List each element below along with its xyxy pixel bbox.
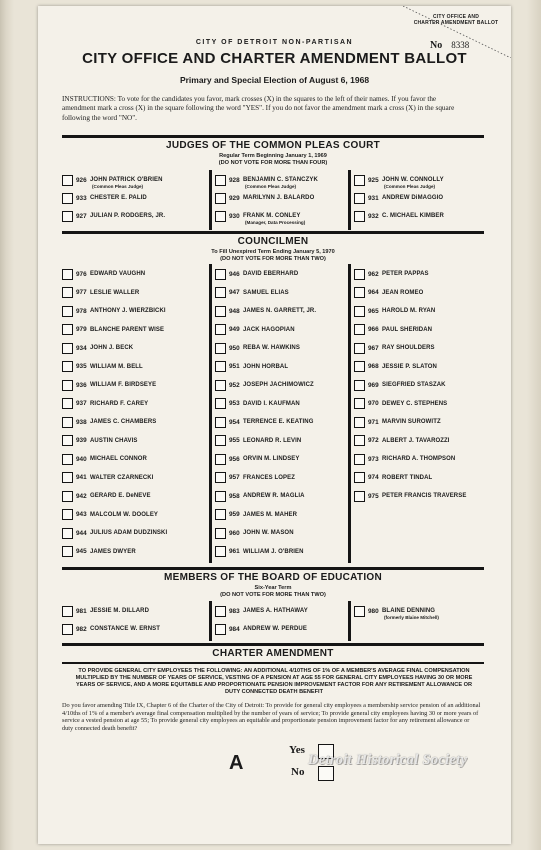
candidate-name: REBA W. HAWKINS — [243, 345, 300, 351]
vote-checkbox[interactable] — [215, 546, 226, 557]
vote-checkbox[interactable] — [62, 324, 73, 335]
candidate-note: (Common Pleas Judge) — [384, 184, 436, 189]
vote-checkbox[interactable] — [62, 175, 73, 186]
candidate-number: 948 — [229, 307, 240, 315]
candidate-name: ANDREW R. MAGLIA — [243, 493, 305, 499]
candidate-name: WILLIAM J. O'BRIEN — [243, 548, 304, 555]
section-rule — [62, 643, 484, 646]
candidate-number: 970 — [368, 400, 379, 407]
candidate-row — [354, 209, 484, 223]
candidate-row — [62, 452, 206, 466]
candidate-number: 960 — [229, 529, 240, 537]
education-title: MEMBERS OF THE BOARD OF EDUCATION — [163, 572, 383, 583]
candidate-row — [354, 191, 484, 205]
candidate-row — [62, 341, 206, 355]
candidate-name: JOHN PATRICK O'BRIEN — [90, 177, 163, 183]
vote-checkbox[interactable] — [215, 343, 226, 354]
vote-checkbox[interactable] — [215, 306, 226, 317]
candidate-name: ORVIN M. LINDSEY — [243, 456, 300, 462]
candidate-row — [354, 341, 484, 355]
candidate-name: JESSIE P. SLATON — [382, 363, 437, 370]
candidate-name: JESSIE M. DILLARD — [90, 608, 150, 614]
candidate-number: 929 — [229, 194, 240, 202]
candidate-row — [215, 397, 345, 411]
vote-checkbox[interactable] — [62, 269, 73, 280]
candidate-row — [354, 415, 484, 429]
vote-checkbox[interactable] — [215, 491, 226, 502]
vote-checkbox[interactable] — [215, 435, 226, 446]
vote-checkbox[interactable] — [62, 287, 73, 298]
candidate-row — [215, 341, 345, 355]
candidate-name: LESLIE WALLER — [90, 289, 140, 296]
candidate-name: WILLIAM M. BELL — [90, 363, 143, 370]
education-term: Six-Year Term — [254, 585, 292, 591]
candidate-name: LEONARD R. LEVIN — [243, 437, 302, 444]
candidate-row — [62, 526, 206, 540]
vote-checkbox[interactable] — [354, 193, 365, 204]
candidate-name: ANTHONY J. WIERZBICKI — [90, 308, 166, 314]
candidate-name: ALBERT J. TAVAROZZI — [382, 437, 450, 444]
vote-checkbox[interactable] — [62, 211, 73, 222]
candidate-number: 936 — [76, 381, 87, 389]
candidate-row — [215, 526, 345, 540]
common-pleas-limit: (DO NOT VOTE FOR MORE THAN FOUR) — [218, 159, 328, 166]
candidate-name: JAMES DWYER — [90, 548, 136, 555]
candidate-name: FRANCES LOPEZ — [243, 474, 295, 481]
candidate-row — [62, 209, 206, 223]
candidate-row — [215, 452, 345, 466]
candidate-number: 926 — [76, 176, 87, 184]
candidate-number: 976 — [76, 270, 87, 278]
candidate-row — [62, 191, 206, 205]
candidate-row — [354, 378, 484, 392]
vote-checkbox[interactable] — [62, 380, 73, 391]
candidate-number: 981 — [76, 607, 87, 615]
candidate-name: JEAN ROMEO — [382, 289, 424, 296]
candidate-number: 952 — [229, 381, 240, 389]
vote-checkbox[interactable] — [215, 528, 226, 539]
candidate-name: MARVIN SUROWITZ — [382, 419, 441, 425]
candidate-name: SIEGFRIED STASZAK — [382, 382, 446, 388]
candidate-number: 949 — [229, 326, 240, 333]
candidate-name: JOHN W. CONNOLLY — [382, 177, 444, 183]
candidate-name: JULIUS ADAM DUDZINSKI — [90, 530, 168, 536]
vote-checkbox[interactable] — [62, 435, 73, 446]
candidate-number: 968 — [368, 363, 379, 370]
candidate-number: 935 — [76, 363, 87, 370]
candidate-number: 951 — [229, 363, 240, 370]
candidate-row — [354, 304, 484, 318]
vote-checkbox[interactable] — [62, 454, 73, 465]
vote-checkbox[interactable] — [354, 175, 365, 186]
candidate-name: WILLIAM F. BIRDSEYE — [90, 382, 157, 388]
common-pleas-title: JUDGES OF THE COMMON PLEAS COURT — [165, 140, 381, 151]
education-subtitle — [62, 585, 484, 599]
vote-checkbox[interactable] — [62, 343, 73, 354]
vote-checkbox[interactable] — [354, 491, 365, 502]
candidate-number: 959 — [229, 511, 240, 518]
vote-checkbox[interactable] — [354, 324, 365, 335]
candidate-number: 974 — [368, 474, 379, 481]
candidate-row — [215, 545, 345, 559]
candidate-row — [62, 489, 206, 503]
candidate-name: JAMES M. MAHER — [243, 511, 298, 518]
candidate-number: 944 — [76, 529, 87, 537]
vote-checkbox[interactable] — [62, 546, 73, 557]
vote-checkbox[interactable] — [354, 361, 365, 372]
vote-checkbox[interactable] — [215, 472, 226, 483]
candidate-row — [62, 323, 206, 337]
vote-checkbox[interactable] — [215, 380, 226, 391]
section-rule — [62, 231, 484, 234]
candidate-row — [62, 286, 206, 300]
candidate-row — [215, 622, 345, 636]
vote-checkbox[interactable] — [354, 606, 365, 617]
candidate-number: 961 — [229, 548, 240, 555]
candidate-row — [215, 604, 345, 618]
candidate-name: RICHARD A. THOMPSON — [382, 456, 456, 462]
candidate-row — [215, 286, 345, 300]
candidate-number: 941 — [76, 474, 87, 481]
vote-checkbox[interactable] — [215, 193, 226, 204]
candidate-number: 984 — [229, 625, 240, 633]
candidate-number: 966 — [368, 326, 379, 333]
column-divider — [348, 170, 351, 230]
vote-checkbox[interactable] — [354, 454, 365, 465]
vote-checkbox[interactable] — [215, 287, 226, 298]
candidate-number: 931 — [368, 194, 379, 202]
column-divider — [209, 170, 212, 230]
candidate-row — [354, 489, 484, 503]
amendment-letter: A — [229, 752, 244, 774]
candidate-number: 957 — [229, 474, 240, 481]
vote-checkbox[interactable] — [354, 287, 365, 298]
candidate-name: GERARD E. DeNEVE — [90, 493, 151, 499]
candidate-number: 983 — [229, 607, 240, 615]
vote-checkbox[interactable] — [62, 509, 73, 520]
candidate-name: JULIAN P. RODGERS, JR. — [90, 213, 166, 219]
vote-checkbox[interactable] — [354, 472, 365, 483]
vote-checkbox[interactable] — [62, 472, 73, 483]
vote-checkbox[interactable] — [215, 509, 226, 520]
councilmen-limit: (DO NOT VOTE FOR MORE THAN TWO) — [220, 255, 326, 262]
candidate-name: RICHARD F. CAREY — [90, 400, 149, 407]
candidate-row — [215, 489, 345, 503]
candidate-row — [354, 452, 484, 466]
candidate-name: PETER PAPPAS — [382, 271, 429, 277]
candidate-row — [62, 415, 206, 429]
candidate-name: FRANK M. CONLEY — [243, 213, 301, 219]
candidate-row — [215, 323, 345, 337]
vote-checkbox[interactable] — [62, 491, 73, 502]
candidate-number: 967 — [368, 344, 379, 352]
vote-checkbox[interactable] — [62, 624, 73, 635]
candidate-name: BLAINE DENNING — [382, 608, 436, 614]
vote-checkbox[interactable] — [354, 269, 365, 280]
candidate-number: 940 — [76, 455, 87, 463]
candidate-row — [215, 191, 345, 205]
vote-checkbox[interactable] — [62, 193, 73, 204]
vote-checkbox[interactable] — [354, 211, 365, 222]
vote-checkbox[interactable] — [62, 361, 73, 372]
no-label: No — [291, 766, 305, 778]
candidate-name: JAMES N. GARRETT, JR. — [243, 308, 317, 314]
candidate-name: JOSEPH JACHIMOWICZ — [243, 382, 314, 388]
candidate-note: (formerly Blaine Mitchell) — [384, 615, 439, 620]
amendment-summary: TO PROVIDE GENERAL CITY EMPLOYEES THE FOLLOWING: AN ADDITIONAL 4/10THS OF 1% OF A MEMBER'S AVERAGE FINAL COMPENSATION MULTIPLIED BY THE NUMBER OF YEARS OF SERVICE, VESTING OF A PENSION AT AGE 55 FOR GENERAL CITY EMPLOYEES HAVING 30 OR MORE YEARS OF SERVICE, AND A MORE EQUITABLE AND PROPORTIONATE PENSION IMPROVEMENT FACTOR FOR ANY RETIREMENT ALLOWANCE OR DUTY CONNECTED DEATH BENEFIT — [75, 668, 473, 696]
candidate-name: RAY SHOULDERS — [382, 345, 435, 351]
candidate-row — [62, 508, 206, 522]
candidate-number: 937 — [76, 400, 87, 407]
candidate-name: PAUL SHERIDAN — [382, 326, 433, 333]
column-divider — [348, 601, 351, 641]
candidate-name: JAMES C. CHAMBERS — [90, 419, 157, 425]
candidate-name: PETER FRANCIS TRAVERSE — [382, 493, 467, 499]
candidate-row — [62, 360, 206, 374]
candidate-name: HAROLD M. RYAN — [382, 308, 436, 314]
candidate-number: 973 — [368, 455, 379, 463]
vote-checkbox[interactable] — [215, 211, 226, 222]
candidate-number: 930 — [229, 212, 240, 220]
candidate-row — [215, 267, 345, 281]
candidate-name: DEWEY C. STEPHENS — [382, 400, 448, 407]
watermark: Detroit Historical Society — [308, 752, 468, 768]
education-limit: (DO NOT VOTE FOR MORE THAN TWO) — [220, 591, 326, 598]
candidate-number: 962 — [368, 270, 379, 278]
candidate-number: 980 — [368, 607, 379, 615]
vote-checkbox[interactable] — [62, 398, 73, 409]
candidate-number: 945 — [76, 548, 87, 555]
vote-checkbox[interactable] — [62, 306, 73, 317]
candidate-number: 978 — [76, 307, 87, 315]
councilmen-title: COUNCILMEN — [237, 236, 309, 247]
candidate-name: ANDREW DiMAGGIO — [382, 195, 444, 201]
candidate-row — [62, 397, 206, 411]
candidate-name: BENJAMIN C. STANCZYK — [243, 177, 318, 183]
column-divider — [209, 264, 212, 563]
yes-label: Yes — [289, 744, 305, 756]
candidate-number: 927 — [76, 212, 87, 220]
candidate-name: ANDREW W. PERDUE — [243, 626, 307, 632]
candidate-number: 947 — [229, 289, 240, 296]
candidate-name: MALCOLM W. DOOLEY — [90, 511, 159, 518]
candidate-row — [215, 304, 345, 318]
section-rule — [62, 662, 484, 664]
candidate-number: 975 — [368, 492, 379, 500]
candidate-number: 928 — [229, 176, 240, 184]
candidate-number: 953 — [229, 400, 240, 407]
vote-checkbox[interactable] — [354, 306, 365, 317]
vote-checkbox[interactable] — [215, 324, 226, 335]
candidate-name: C. MICHAEL KIMBER — [382, 213, 444, 219]
column-divider — [209, 601, 212, 641]
vote-checkbox[interactable] — [354, 380, 365, 391]
amendment-title: CHARTER AMENDMENT — [212, 648, 334, 659]
candidate-number: 934 — [76, 344, 87, 352]
candidate-row — [354, 434, 484, 448]
candidate-number: 982 — [76, 625, 87, 633]
candidate-row — [62, 545, 206, 559]
serial-value: 8338 — [451, 40, 470, 50]
stub-line-1: CITY OFFICE AND — [432, 14, 480, 20]
candidate-name: BLANCHE PARENT WISE — [90, 326, 165, 333]
candidate-name: CONSTANCE W. ERNST — [90, 626, 161, 632]
candidate-row — [354, 267, 484, 281]
vote-checkbox[interactable] — [215, 361, 226, 372]
candidate-note: (Manager, Data Processing) — [245, 220, 306, 225]
serial-label: No — [430, 40, 443, 51]
candidate-name: EDWARD VAUGHN — [90, 271, 146, 277]
candidate-name: SAMUEL ELIAS — [243, 289, 289, 296]
vote-checkbox[interactable] — [62, 528, 73, 539]
candidate-row — [62, 622, 206, 636]
election-date: Primary and Special Election of August 6, 1968 — [179, 75, 370, 85]
candidate-row — [354, 397, 484, 411]
candidate-row — [354, 323, 484, 337]
candidate-number: 958 — [229, 492, 240, 500]
candidate-number: 943 — [76, 511, 87, 518]
candidate-name: WALTER CZARNECKI — [90, 474, 154, 481]
column-divider — [348, 264, 351, 563]
candidate-note: (Common Pleas Judge) — [92, 184, 144, 189]
vote-checkbox[interactable] — [354, 343, 365, 354]
candidate-number: 965 — [368, 307, 379, 315]
candidate-row — [62, 434, 206, 448]
candidate-row — [62, 471, 206, 485]
candidate-number: 971 — [368, 418, 379, 426]
candidate-number: 950 — [229, 344, 240, 352]
candidate-number: 939 — [76, 437, 87, 444]
candidate-number: 977 — [76, 289, 87, 296]
candidate-row — [62, 304, 206, 318]
candidate-row — [354, 360, 484, 374]
councilmen-subtitle — [62, 249, 484, 263]
section-rule — [62, 135, 484, 138]
candidate-name: MARILYNN J. BALARDO — [243, 195, 315, 201]
candidate-number: 969 — [368, 381, 379, 389]
candidate-row — [62, 378, 206, 392]
page-title: CITY OFFICE AND CHARTER AMENDMENT BALLOT — [82, 50, 467, 67]
candidate-number: 942 — [76, 492, 87, 500]
candidate-name: TERRENCE E. KEATING — [243, 419, 314, 425]
vote-checkbox[interactable] — [215, 606, 226, 617]
candidate-number: 972 — [368, 437, 379, 444]
councilmen-term: To Fill Unexpired Term Ending January 5, 1970 — [211, 249, 335, 255]
candidate-name: JOHN W. MASON — [243, 530, 294, 536]
candidate-row — [62, 604, 206, 618]
candidate-number: 938 — [76, 418, 87, 426]
vote-checkbox[interactable] — [215, 175, 226, 186]
candidate-number: 932 — [368, 212, 379, 220]
instructions: INSTRUCTIONS: To vote for the candidates you favor, mark crosses (X) in the squares to the left of their names. If you favor the amendment mark a cross (X) in the square following the word "YES". If you do not favor the amendment mark a cross (X) in the square following the word "NO". — [62, 95, 455, 122]
common-pleas-term: Regular Term Beginning January 1, 1969 — [219, 153, 327, 159]
candidate-name: DAVID I. KAUFMAN — [243, 400, 300, 407]
candidate-name: JAMES A. HATHAWAY — [243, 608, 308, 614]
candidate-note: (Common Pleas Judge) — [245, 184, 297, 189]
vote-checkbox[interactable] — [215, 417, 226, 428]
candidate-number: 979 — [76, 326, 87, 333]
vote-checkbox[interactable] — [215, 624, 226, 635]
stub-line-2: CHARTER AMENDMENT BALLOT — [413, 20, 499, 27]
vote-checkbox[interactable] — [215, 269, 226, 280]
section-rule — [62, 567, 484, 570]
candidate-name: JACK HAGOPIAN — [243, 326, 295, 333]
vote-checkbox[interactable] — [215, 398, 226, 409]
candidate-row — [215, 360, 345, 374]
vote-checkbox[interactable] — [354, 435, 365, 446]
vote-checkbox[interactable] — [62, 606, 73, 617]
header-org: CITY OF DETROIT NON-PARTISAN — [195, 39, 354, 46]
candidate-row — [62, 267, 206, 281]
candidate-name: CHESTER E. PALID — [90, 195, 147, 201]
candidate-number: 955 — [229, 437, 240, 444]
candidate-row — [215, 415, 345, 429]
candidate-number: 954 — [229, 418, 240, 426]
candidate-number: 925 — [368, 176, 379, 184]
candidate-row — [215, 434, 345, 448]
vote-checkbox[interactable] — [354, 398, 365, 409]
candidate-name: MICHAEL CONNOR — [90, 456, 147, 462]
candidate-name: DAVID EBERHARD — [243, 271, 299, 277]
candidate-row — [354, 471, 484, 485]
vote-checkbox[interactable] — [62, 417, 73, 428]
candidate-row — [215, 508, 345, 522]
candidate-name: JOHN HORBAL — [243, 363, 289, 370]
candidate-number: 956 — [229, 455, 240, 463]
candidate-row — [215, 378, 345, 392]
candidate-number: 964 — [368, 289, 379, 296]
candidate-row — [215, 471, 345, 485]
candidate-name: AUSTIN CHAVIS — [90, 437, 138, 444]
amendment-question: Do you favor amending Title IX, Chapter 6 of the Charter of the City of Detroit: To provide for general city employees a membership service pension of an additional 4/10ths of 1% of a member's average final compensation multiplied by the number of years of service; To provide general city employees having 30 or more years of service a vested pension at age 55; To provide general city employees an equitable and proportionate pension improvement factor for any retirement allowance or duty connected death benefit? — [62, 702, 481, 733]
candidate-number: 933 — [76, 194, 87, 202]
common-pleas-subtitle — [62, 153, 484, 167]
vote-checkbox[interactable] — [215, 454, 226, 465]
vote-checkbox[interactable] — [354, 417, 365, 428]
ballot-stub — [402, 14, 510, 27]
candidate-number: 946 — [229, 270, 240, 278]
candidate-row — [354, 286, 484, 300]
candidate-name: ROBERT TINDAL — [382, 474, 433, 481]
candidate-name: JOHN J. BECK — [90, 345, 134, 351]
